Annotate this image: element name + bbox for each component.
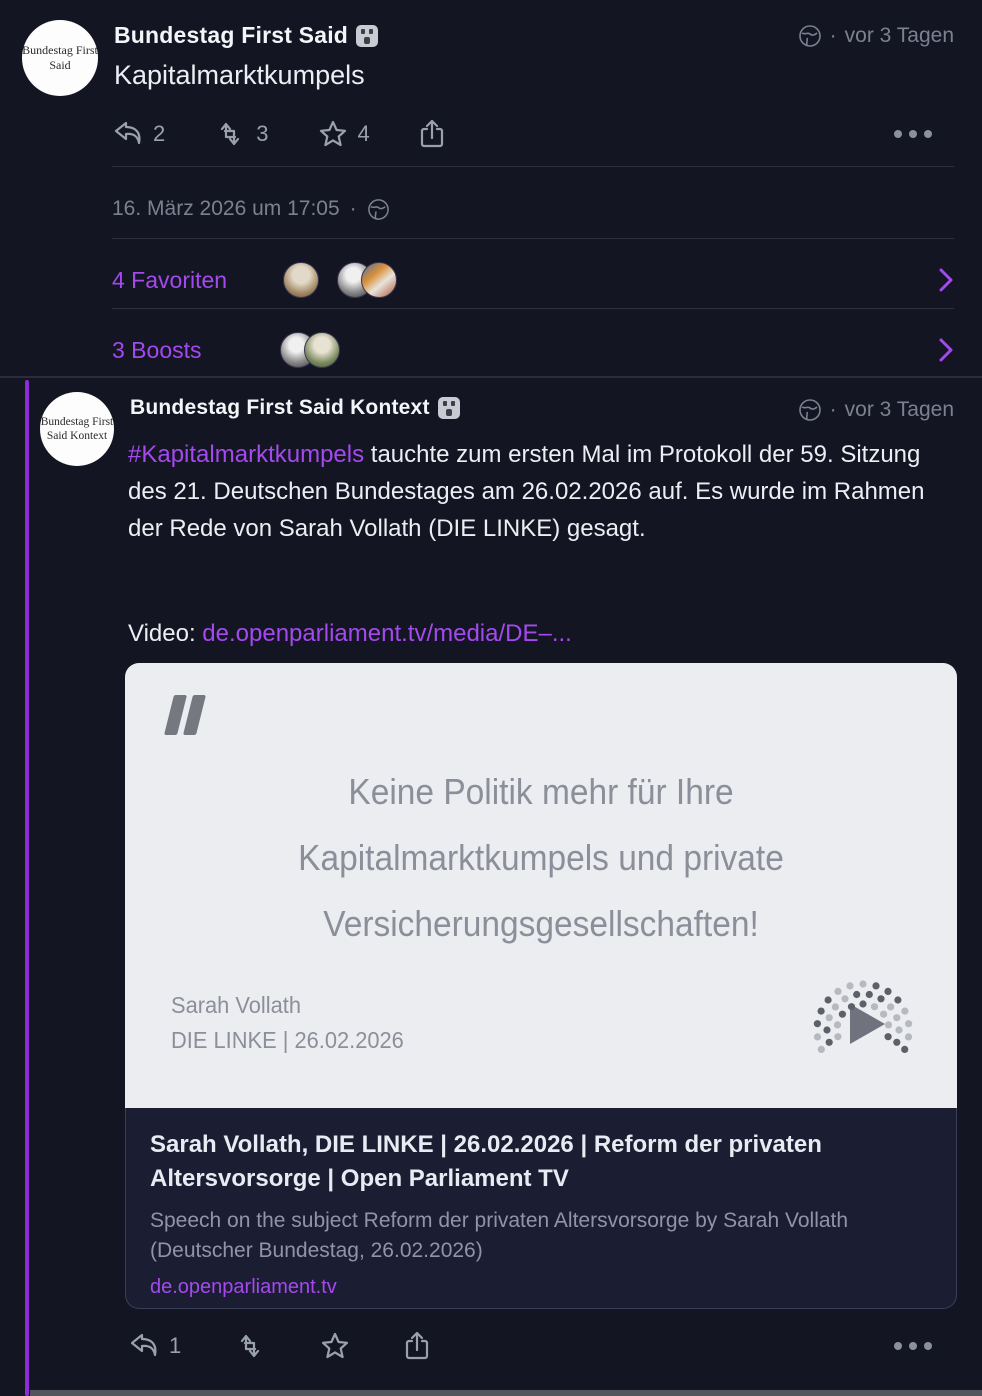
next-element-edge	[30, 1390, 982, 1396]
post1-content: Kapitalmarktkumpels	[114, 60, 365, 90]
boost-button[interactable]	[233, 1331, 267, 1361]
hashtag-link[interactable]: #Kapitalmarktkumpels	[128, 441, 365, 468]
star-icon	[317, 119, 349, 149]
bot-icon	[356, 25, 378, 47]
quote-attribution	[171, 988, 404, 1058]
bot-icon	[438, 397, 460, 419]
share-button[interactable]	[418, 118, 446, 150]
avatar[interactable]	[361, 262, 397, 298]
avatar[interactable]	[304, 332, 340, 368]
post1-action-bar	[112, 118, 932, 150]
video-preview-card[interactable]	[125, 663, 957, 1108]
boosts-label[interactable]: 3 Boosts	[112, 336, 202, 363]
separator-dot: ·	[349, 197, 357, 220]
quote-meta: DIE LINKE | 26.02.2026	[171, 1027, 404, 1053]
reply-button[interactable]	[112, 119, 165, 149]
avatar[interactable]	[283, 262, 319, 298]
avatar[interactable]	[22, 20, 98, 96]
display-name[interactable]: Bundestag First Said	[114, 22, 349, 48]
video-line	[128, 620, 572, 648]
play-icon	[850, 1004, 885, 1044]
boost-icon	[233, 1331, 267, 1361]
separator-dot: ·	[829, 398, 837, 421]
link-domain[interactable]: de.openparliament.tv	[150, 1276, 337, 1298]
reply-count: 2	[153, 121, 166, 146]
link-preview-card[interactable]	[125, 1108, 957, 1309]
boost-button[interactable]	[213, 119, 268, 149]
share-icon	[418, 118, 446, 150]
link-description: Speech on the subject Reform der privaten Altersvorsorge by Sarah Vollath (Deutscher Bundestag, 26.02.2026)	[150, 1209, 849, 1262]
more-button[interactable]	[894, 1342, 932, 1350]
globe-icon	[798, 24, 822, 48]
boost-icon	[213, 119, 247, 149]
booster-avatars	[280, 332, 340, 368]
relative-time[interactable]: vor 3 Tagen	[844, 398, 954, 421]
video-link[interactable]: de.openparliament.tv/media/DE–...	[202, 620, 572, 647]
separator-dot: ·	[829, 24, 837, 47]
relative-time[interactable]: vor 3 Tagen	[844, 24, 954, 47]
post-timestamp: 16. März 2026 um 17:05	[112, 197, 340, 220]
reply-icon	[128, 1331, 160, 1361]
display-name[interactable]: Bundestag First Said Kontext	[130, 396, 430, 419]
more-button[interactable]	[894, 130, 932, 138]
reply-count: 1	[169, 1333, 182, 1358]
thread-line	[25, 380, 29, 1396]
post-separator	[0, 376, 982, 378]
post1-meta	[798, 24, 954, 48]
post2-body	[128, 436, 960, 547]
quote-speaker: Sarah Vollath	[171, 992, 301, 1018]
parliament-dots-logo	[797, 968, 929, 1076]
post2-action-bar	[128, 1330, 932, 1362]
chevron-right-icon	[938, 337, 954, 363]
reply-button[interactable]	[128, 1331, 181, 1361]
star-icon	[319, 1331, 351, 1361]
favorite-button[interactable]	[317, 119, 370, 149]
divider	[112, 308, 954, 309]
favorite-button[interactable]	[319, 1331, 351, 1361]
timestamp-row	[112, 192, 954, 226]
favoriter-avatars	[283, 262, 397, 298]
favorite-count: 4	[357, 121, 370, 146]
divider	[112, 166, 954, 167]
avatar-text: Bundestag First Said	[22, 43, 98, 72]
quote-text: Keine Politik mehr für Ihre Kapitalmarktkumpels und private Versicherungsgesellschaften!	[298, 771, 784, 944]
avatar-text: Bundestag First Said Kontext	[40, 415, 114, 442]
avatar[interactable]	[40, 392, 114, 466]
favorites-label[interactable]: 4 Favoriten	[112, 266, 228, 293]
boosts-row[interactable]	[112, 322, 954, 378]
post2-meta	[798, 398, 954, 422]
body-text: tauchte zum ersten Mal im Protokoll der 59. Sitzung des 21. Deutschen Bundestages am 26.02.2026 auf. Es wurde im Rahmen der Rede von Sarah Vollath (DIE LINKE) gesagt.	[128, 441, 925, 542]
divider	[112, 238, 954, 239]
share-icon	[403, 1330, 431, 1362]
chevron-right-icon	[938, 267, 954, 293]
globe-icon	[367, 198, 390, 221]
quote-icon	[169, 695, 201, 735]
reply-icon	[112, 119, 144, 149]
favorites-row[interactable]	[112, 252, 954, 308]
share-button[interactable]	[403, 1330, 431, 1362]
globe-icon	[798, 398, 822, 422]
link-title[interactable]: Sarah Vollath, DIE LINKE | 26.02.2026 | Reform der privaten Altersvorsorge | Open Parliament TV	[150, 1131, 822, 1192]
video-label: Video:	[128, 620, 203, 647]
boost-count: 3	[256, 121, 269, 146]
